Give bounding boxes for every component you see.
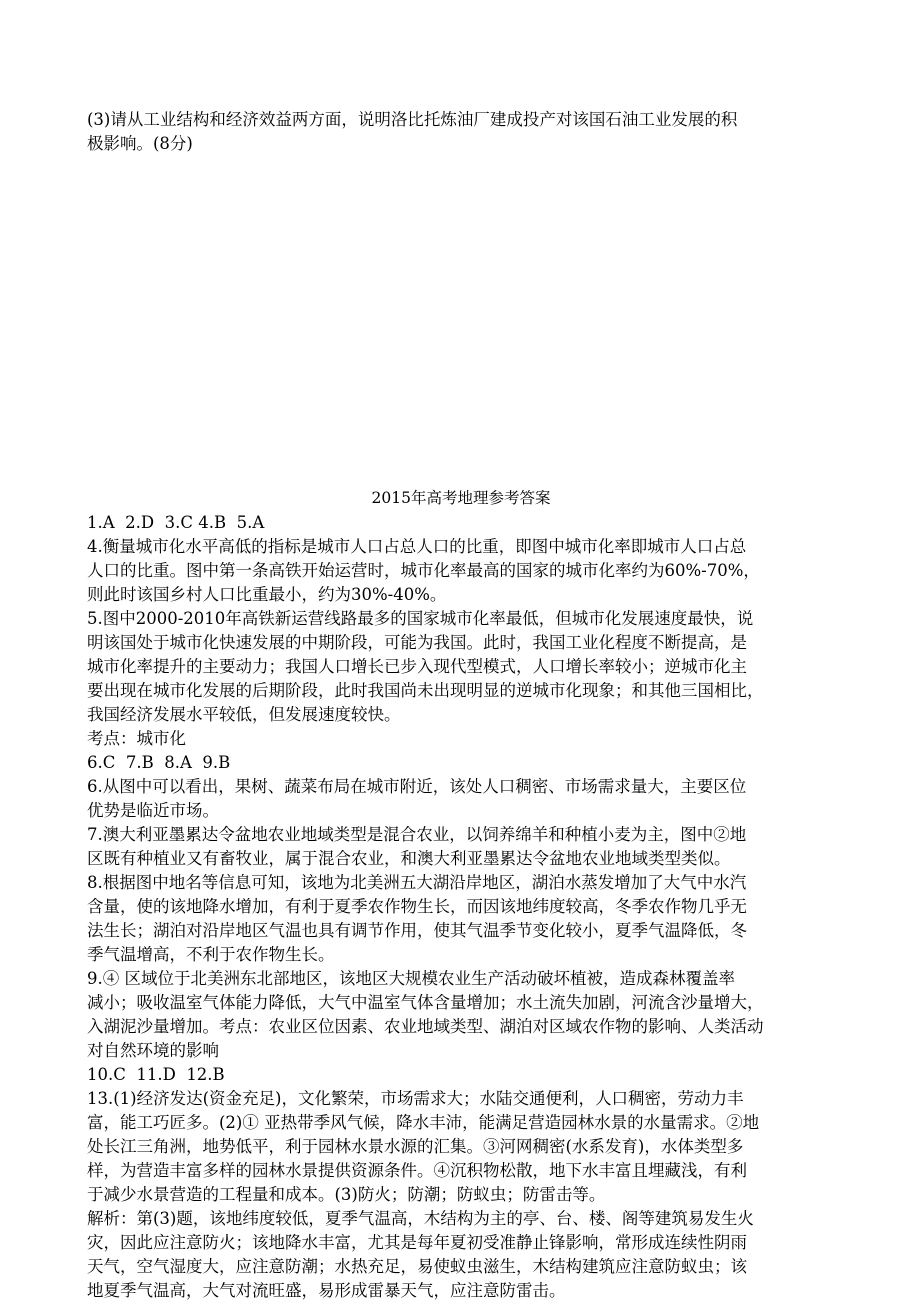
answer-line: 富，能工巧匠多。(2)① 亚热带季风气候，降水丰沛，能满足营造园林水景的水量需求。②地 — [87, 1113, 760, 1132]
answer-line: 对自然环境的影响 — [87, 1041, 219, 1060]
question-line: (3)请从工业结构和经济效益两方面，说明洛比托炼油厂建成投产对该国石油工业发展的积 — [87, 110, 738, 129]
answer-line: 则此时该国乡村人口比重最小，约为30%-40%。 — [87, 585, 447, 604]
answer-line: 10.C 11.D 12.B — [87, 1065, 225, 1084]
answer-line: 要出现在城市化发展的后期阶段，此时我国尚未出现明显的逆城市化现象；和其他三国相比， — [87, 681, 764, 700]
answer-line: 7.澳大利亚墨累达令盆地农业地域类型是混合农业，以饲养绵羊和种植小麦为主，图中②地 — [87, 825, 747, 844]
answer-line: 法生长；湖泊对沿岸地区气温也具有调节作用，使其气温季节变化较小，夏季气温降低，冬 — [87, 921, 747, 940]
answer-key-title: 2015年高考地理参考答案 — [371, 489, 551, 507]
answer-key — [87, 485, 835, 1303]
question-line: 极影响。(8分) — [87, 134, 193, 153]
answer-line: 地夏季气温高，大气对流旺盛，易形成雷暴天气，应注意防雷击。 — [87, 1281, 566, 1300]
answer-line: 解析：第(3)题，该地纬度较低，夏季气温高，木结构为主的亭、台、楼、阁等建筑易发生火 — [87, 1209, 754, 1228]
answer-line: 1.A 2.D 3.C 4.B 5.A — [87, 513, 265, 532]
answer-line: 4.衡量城市化水平高低的指标是城市人口占总人口的比重，即图中城市化率即城市人口占总 — [87, 537, 747, 556]
answer-line: 我国经济发展水平较低，但发展速度较快。 — [87, 705, 401, 724]
answer-line: 季气温增高，不利于农作物生长。 — [87, 945, 335, 964]
answer-line: 入湖泥沙量增加。考点：农业区位因素、农业地域类型、湖泊对区域农作物的影响、人类活动 — [87, 1017, 764, 1036]
answer-line: 人口的比重。图中第一条高铁开始运营时，城市化率最高的国家的城市化率约为60%-70%， — [87, 561, 760, 580]
answer-line: 5.图中2000-2010年高铁新运营线路最多的国家城市化率最低，但城市化发展速度最快，说 — [87, 609, 754, 628]
answer-line: 样，为营造丰富多样的园林水景提供资源条件。④沉积物松散，地下水丰富且埋藏浅，有利 — [87, 1161, 747, 1180]
answer-line: 6.从图中可以看出，果树、蔬菜布局在城市附近，该处人口稠密、市场需求量大，主要区位 — [87, 777, 747, 796]
answer-line: 6.C 7.B 8.A 9.B — [87, 753, 231, 772]
answer-line: 8.根据图中地名等信息可知，该地为北美洲五大湖沿岸地区，湖泊水蒸发增加了大气中水汽 — [87, 873, 747, 892]
answer-line: 减小；吸收温室气体能力降低，大气中温室气体含量增加；水土流失加剧，河流含沙量增大， — [87, 993, 764, 1012]
answer-line: 灾，因此应注意防火；该地降水丰富，尤其是每年夏初受准静止锋影响，常形成连续性阴雨 — [87, 1233, 747, 1252]
answer-line: 考点：城市化 — [87, 729, 186, 748]
answer-line: 区既有种植业又有畜牧业，属于混合农业，和澳大利亚墨累达令盆地农业地域类型类似。 — [87, 849, 731, 868]
answer-line: 9.④ 区域位于北美洲东北部地区，该地区大规模农业生产活动破坏植被，造成森林覆盖率 — [87, 969, 735, 988]
answer-line: 优势是临近市场。 — [87, 801, 219, 820]
answer-line: 于减少水景营造的工程量和成本。(3)防火；防潮；防蚁虫；防雷击等。 — [87, 1185, 606, 1204]
answer-line: 处长江三角洲，地势低平，利于园林水景水源的汇集。③河网稠密(水系发育)，水体类型多 — [87, 1137, 744, 1156]
answer-line: 明该国处于城市化快速发展的中期阶段，可能为我国。此时，我国工业化程度不断提高，是 — [87, 633, 747, 652]
answer-line: 13.(1)经济发达(资金充足)，文化繁荣，市场需求大；水陆交通便利，人口稠密，劳动力丰 — [87, 1089, 744, 1108]
answer-line: 天气，空气湿度大，应注意防潮；水热充足，易使蚁虫滋生，木结构建筑应注意防蚁虫；该 — [87, 1257, 747, 1276]
question-3 — [87, 108, 835, 156]
answer-line: 含量，使的该地降水增加，有利于夏季农作物生长，而因该地纬度较高，冬季农作物几乎无 — [87, 897, 747, 916]
answer-line: 城市化率提升的主要动力；我国人口增长已步入现代型模式，人口增长率较小；逆城市化主 — [87, 657, 747, 676]
